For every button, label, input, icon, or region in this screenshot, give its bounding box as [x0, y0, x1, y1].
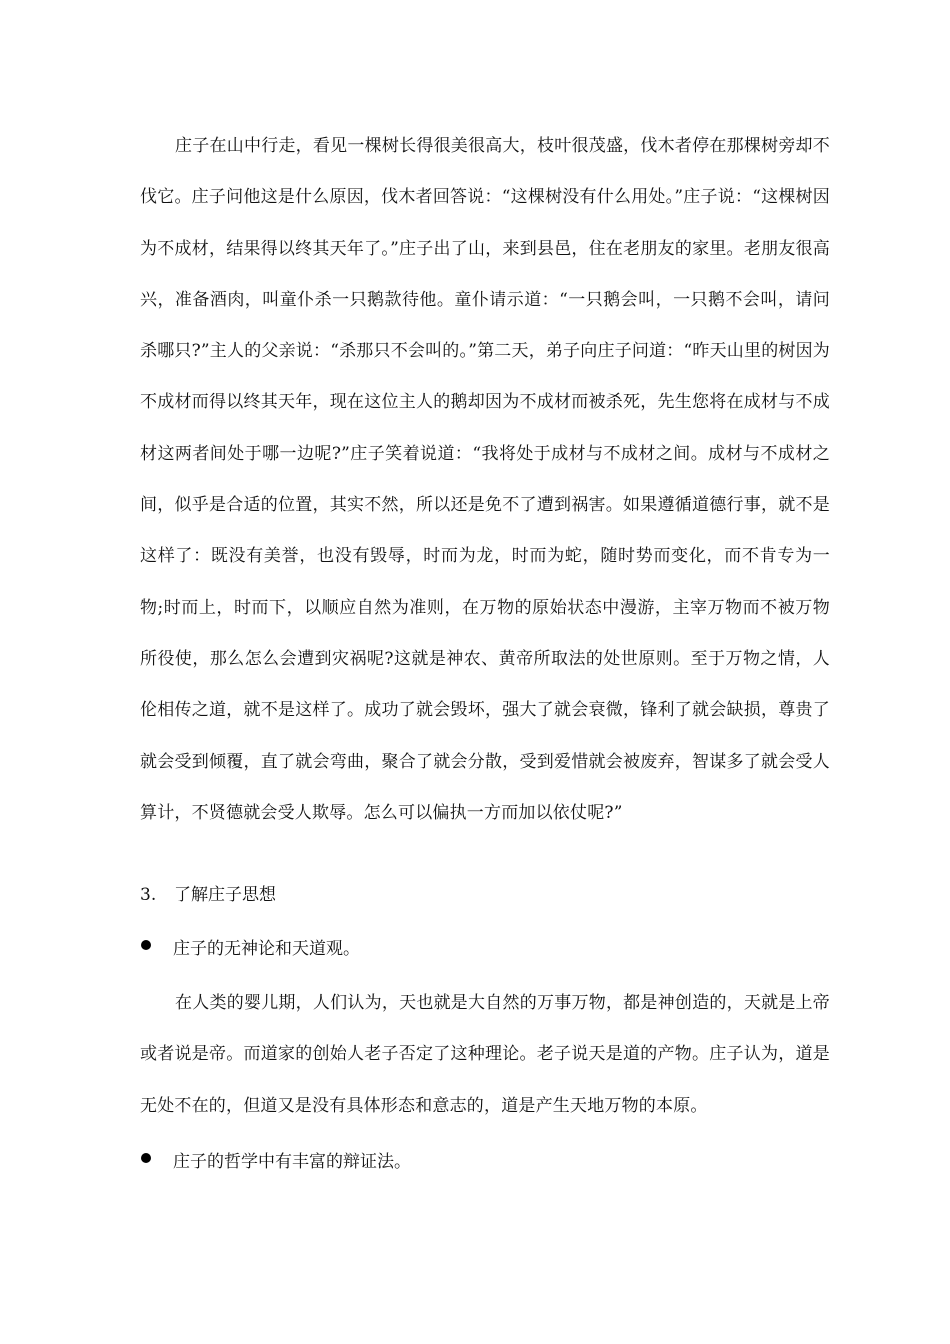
section-number: 3. [140, 885, 157, 905]
bullet-text: 庄子的无神论和天道观。 [173, 939, 360, 959]
bullet-text: 庄子的哲学中有丰富的辩证法。 [173, 1152, 411, 1172]
section-heading [140, 883, 276, 907]
bullet-dot-icon [141, 1153, 151, 1163]
section-title: 了解庄子思想 [174, 885, 276, 905]
story-paragraph: 庄子在山中行走，看见一棵树长得很美很高大，枝叶很茂盛，伐木者停在那棵树旁却不伐它。庄子问他这是什么原因，伐木者回答说：“这棵树没有什么用处。”庄子说：“这棵树因为不成材，结果得以终其天年了。”庄子出了山，来到县邑，住在老朋友的家里。老朋友很高兴，准备酒肉，叫童仆杀一只鹅款待他。童仆请示道：“一只鹅会叫，一只鹅不会叫，请问杀哪只?”主人的父亲说：“杀那只不会叫的。”第二天，弟子向庄子问道：“昨天山里的树因为不成材而得以终其天年，现在这位主人的鹅却因为不成材而被杀死，先生您将在成材与不成材这两者间处于哪一边呢?”庄子笑着说道：“我将处于成材与不成材之间。成材与不成材之间，似乎是合适的位置，其实不然，所以还是免不了遭到祸害。如果遵循道德行事，就不是这样了：既没有美誉，也没有毁辱，时而为龙，时而为蛇，随时势而变化，而不肯专为一物;时而上，时而下，以顺应自然为准则，在万物的原始状态中漫游，主宰万物而不被万物所役使，那么怎么会遭到灾祸呢?这就是神农、黄帝所取法的处世原则。至于万物之情，人伦相传之道，就不是这样了。成功了就会毁坏，强大了就会衰微，锋利了就会缺损，尊贵了就会受到倾覆，直了就会弯曲，聚合了就会分散，受到爱惜就会被废弃，智谋多了就会受人算计，不贤德就会受人欺辱。怎么可以偏执一方而加以依仗呢?” [140, 136, 830, 823]
bullet-dot-icon [141, 940, 151, 950]
worldview-paragraph: 在人类的婴儿期，人们认为，天也就是大自然的万事万物，都是神创造的，天就是上帝或者说是帝。而道家的创始人老子否定了这种理论。老子说天是道的产物。庄子认为，道是无处不在的，但道又是没有具体形态和意志的，道是产生天地万物的本原。 [140, 993, 830, 1116]
